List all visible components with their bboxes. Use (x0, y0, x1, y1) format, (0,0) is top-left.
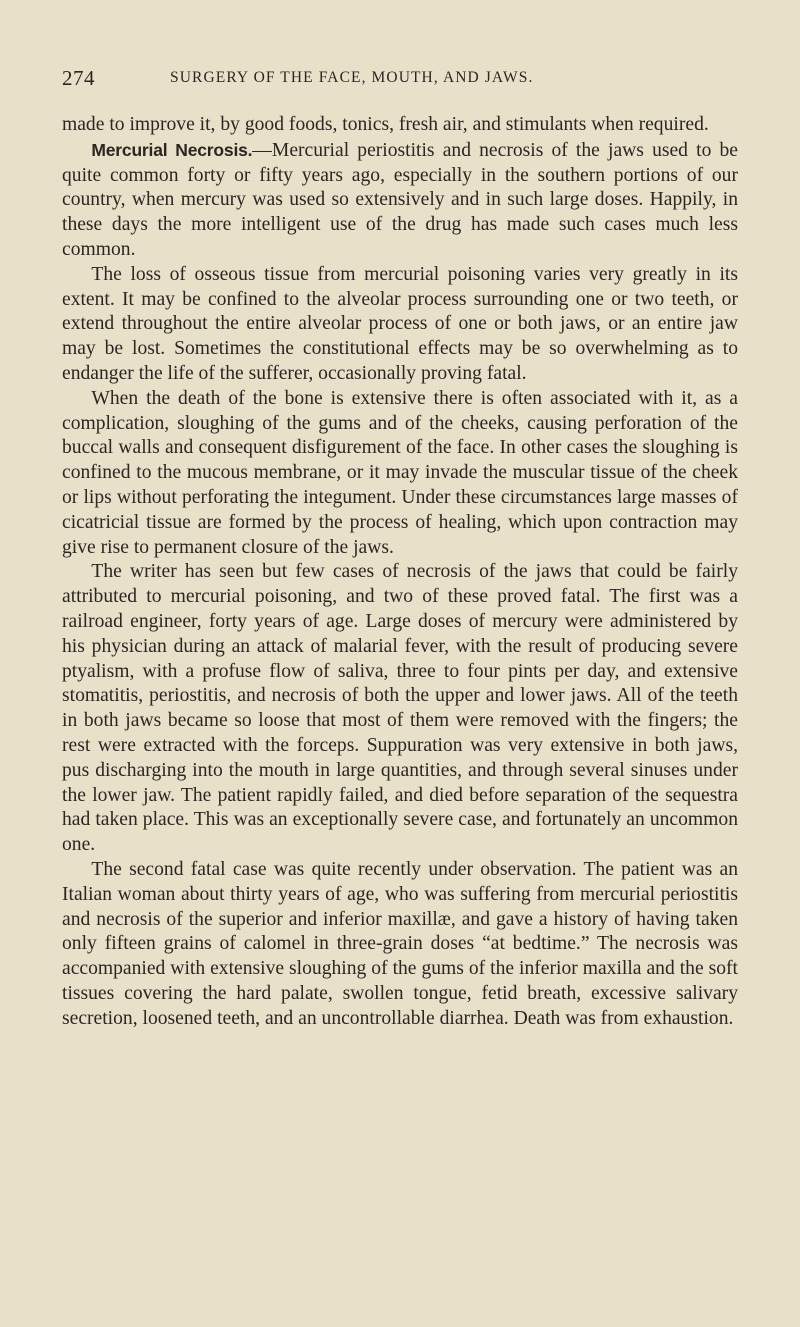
paragraph-text: When the death of the bone is extensive there is often associated with it, as a complication, sloughing of the gums and of the cheeks, causing perforation of the buccal walls and consequent disfigurement of the face. In other cases the sloughing is confined to the mucous membrane, or it may invade the muscular tissue of the cheek or lips without perforating the integument. Under these circumstances large masses of cicatricial tissue are formed by the process of healing, which upon contraction may give rise to permanent closure of the jaws. (62, 387, 738, 558)
page-number: 274 (62, 66, 95, 90)
section-heading: Mercurial Necrosis. (91, 139, 253, 160)
paragraph (62, 858, 738, 1032)
paragraph-continued (62, 113, 738, 138)
running-head-title: SURGERY OF THE FACE, MOUTH, AND JAWS. (170, 69, 534, 86)
paragraph (62, 387, 738, 561)
paragraph-text: made to improve it, by good foods, tonics, fresh air, and stimulants when required. (62, 114, 709, 135)
paragraph-mercurial-necrosis (62, 138, 738, 263)
body-text (62, 113, 738, 1031)
paragraph (62, 263, 738, 387)
paragraph-text: The loss of osseous tissue from mercurial poisoning varies very greatly in its extent. It may be confined to the alveolar process surrounding one or two teeth, or extend throughout the entire alveolar process of one or both jaws, or an entire jaw may be lost. Sometimes the constitutional effects may be so overwhelming as to endanger the life of the sufferer, occasionally proving fatal. (62, 263, 738, 384)
paragraph-text: The writer has seen but few cases of necrosis of the jaws that could be fairly attributed to mercurial poisoning, and two of these proved fatal. The first was a railroad engineer, forty years of age. Large doses of mercury were administered by his physician during an attack of malarial fever, with the result of producing severe ptyalism, with a profuse flow of saliva, three to four pints per day, and extensive stomatitis, periostitis, and necrosis of both the upper and lower jaws. All of the teeth in both jaws became so loose that most of them were removed with the fingers; the rest were extracted with the forceps. Suppuration was very extensive in both jaws, pus discharging into the mouth in large quantities, and through several sinuses under the lower jaw. The patient rapidly failed, and died before separation of the sequestra had taken place. This was an exceptionally severe case, and fortunately an uncommon one. (62, 561, 738, 856)
paragraph (62, 560, 738, 858)
running-head (62, 66, 738, 92)
paragraph-text: —Mercurial periostitis and necrosis of the jaws used to be quite common forty or fifty years ago, especially in the southern portions of our country, when mercury was used so extensively and in such large doses. Happily, in these days the more intelligent use of the drug has made such cases much less common. (62, 139, 738, 260)
paragraph-text: The second fatal case was quite recently under observation. The patient was an Italian woman about thirty years of age, who was suffering from mercurial periostitis and necrosis of the superior and inferior maxillæ, and gave a history of having taken only fifteen grains of calomel in three-grain doses “at bedtime.” The necrosis was accompanied with extensive sloughing of the gums of the inferior maxilla and the soft tissues covering the hard palate, swollen tongue, fetid breath, excessive salivary secretion, loosened teeth, and an uncontrollable diarrhea. Death was from exhaustion. (62, 858, 738, 1029)
